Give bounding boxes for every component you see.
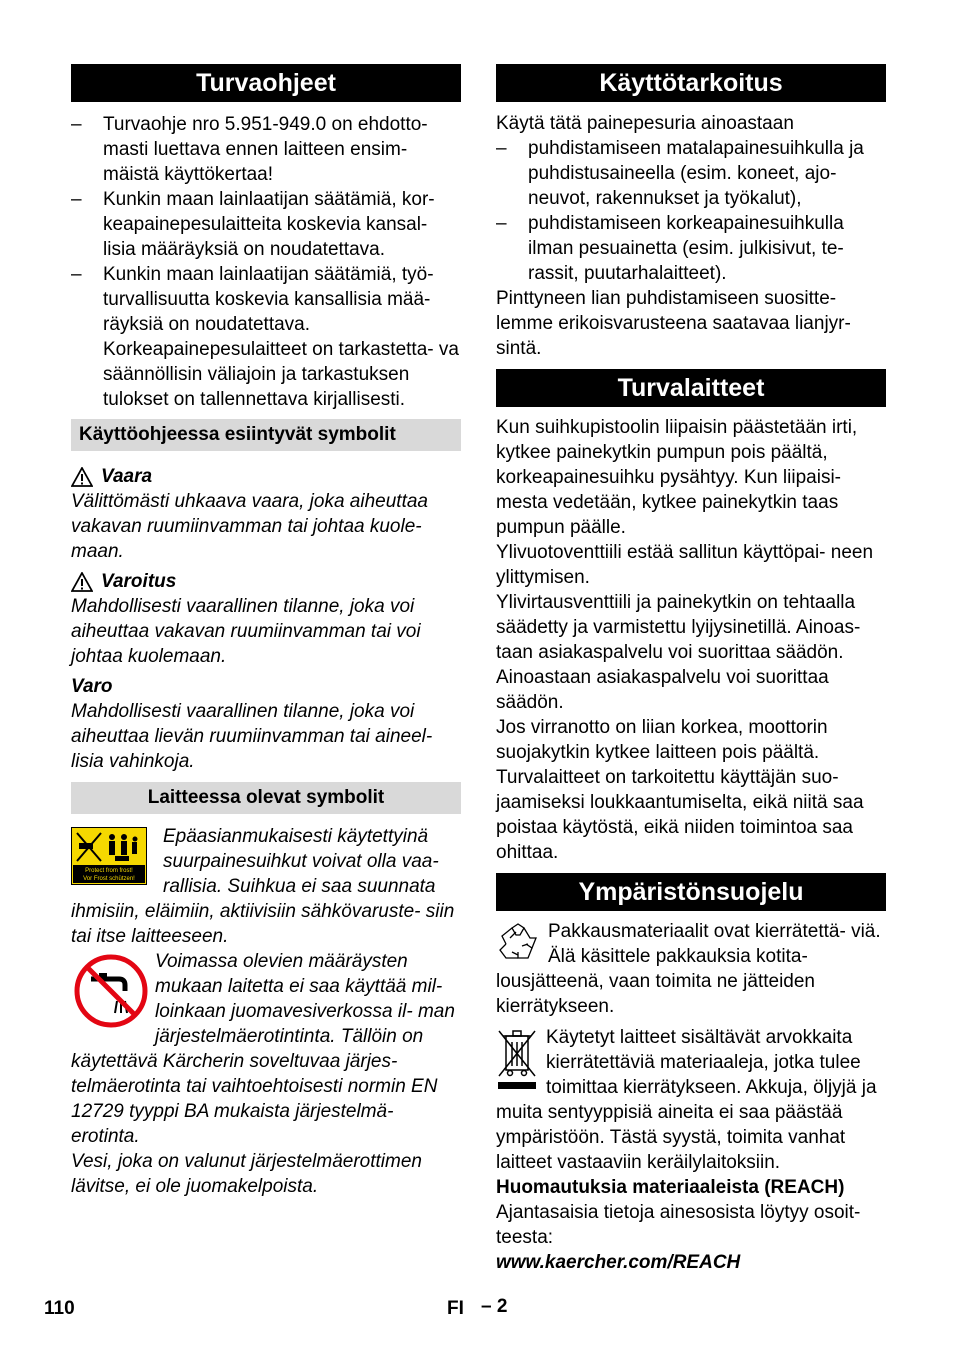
recycle-icon: [496, 922, 540, 966]
no-drinking-water-block: [71, 949, 461, 1149]
paragraph: Ylivirtausventtiili ja painekytkin on tehtaalla säädetty ja varmistettu lyijysinetillä. Ainoas- taan asiakaspalvelu voi suorittaa säädön.: [496, 592, 861, 663]
danger-heading: Vaara: [71, 464, 461, 489]
caution-text: Mahdollisesti vaarallinen tilanne, joka voi aiheuttaa lievän ruumiinvamman tai aineel- lisia vahinkoja.: [71, 701, 433, 772]
warning-heading: Varoitus: [71, 569, 461, 594]
list-item: – puhdistamiseen matalapainesuihkulla ja puhdistusaineella (esim. koneet, ajo- neuvot, rakennukset ja työkalut),: [496, 136, 886, 211]
reach-text: Ajantasaisia tietoja ainesosista löytyy osoit- teesta:: [496, 1202, 861, 1248]
water-regulation-text-2: Vesi, joka on valunut järjestelmäerottimen lävitse, ei ole juomakelpoista.: [71, 1151, 422, 1197]
intended-use-list: [496, 136, 886, 286]
paragraph: Kun suihkupistoolin liipaisin päästetään irti, kytkee painekytkin pumpun pois päältä, korkeapainesuihku pysähtyy. Kun liipaisi- mesta vedetään, kytkee painekytkin taas pumpun päälle.: [496, 417, 858, 538]
warning-triangle-icon: [71, 572, 93, 592]
jet-warning-block: [71, 824, 461, 949]
language-code: FI: [447, 1298, 464, 1319]
safety-list: [71, 112, 461, 337]
intended-use-extra: Pinttyneen lian puhdistamiseen suositte- lemme erikoisvarusteena saatavaa lianjyr- sintä.: [496, 288, 851, 359]
right-column: [496, 64, 886, 1275]
water-regulation-text: Voimassa olevien määräysten mukaan laitetta ei saa käyttää mil- loinkaan juomavesiverkossa il- man järjestelmäerotintinta. Tällöin on käytettävä Kärcherin soveltuvaa järjes- telmäerotinta tai vaihtoehtoisesti normin EN 12729 tyyppi BA mukaista järjestelmä- erotinta.: [71, 951, 455, 1147]
list-item: – Turvaohje nro 5.951-949.0 on ehdotto- masti luettava ennen laitteen ensim- mäistä käyttökertaa!: [71, 112, 461, 187]
safety-inspection-text: Korkeapainepesulaitteet on tarkastetta- va säännöllisin väliajoin ja tarkastuksen tulokset on tallennettava kirjallisesti.: [103, 339, 459, 410]
device-symbols-heading: Laitteessa olevat symbolit: [71, 782, 461, 814]
safety-devices-text: [496, 415, 886, 865]
no-drinking-water-icon: [73, 953, 149, 1029]
paragraph: Ainoastaan asiakaspalvelu voi suorittaa säädön.: [496, 667, 829, 713]
section-page-number: – 2: [481, 1296, 508, 1317]
safety-heading: Turvaohjeet: [71, 64, 461, 102]
weee-text: Käytetyt laitteet sisältävät arvokkaita kierrätettäviä materiaaleja, jotka tulee toimittaa kierrätykseen. Akkuja, öljyjä ja muita sentyyppisiä aineita ei saa päästää ympäristöön. Tästä syystä, toimita vanhat laitteet vastaaviin keräilylaitoksiin.: [496, 1027, 877, 1173]
reach-url[interactable]: www.kaercher.com/REACH: [496, 1252, 741, 1273]
paragraph: Ylivuotoventtiili estää sallitun käyttöpai- neen ylittymisen.: [496, 542, 874, 588]
intended-use-heading: Käyttötarkoitus: [496, 64, 886, 102]
reach-heading: Huomautuksia materiaaleista (REACH): [496, 1177, 845, 1198]
warning-text: Mahdollisesti vaarallinen tilanne, joka voi aiheuttaa vakavan ruumiinvamman tai voi johtaa kuolemaan.: [71, 596, 421, 667]
paragraph: Jos virranotto on liian korkea, moottorin suojakytkin kytkee laitteen pois päältä.: [496, 717, 828, 763]
warning-triangle-icon: [71, 467, 93, 487]
page-number: 110: [44, 1298, 75, 1319]
intended-use-intro: Käytä tätä painepesuria ainoastaan: [496, 113, 794, 134]
crossed-out-bin-icon: [496, 1028, 538, 1090]
recycle-text: Pakkausmateriaalit ovat kierrätettä- viä. Älä käsittele pakkauksia kotita- lousjätteenä, vaan toimita ne jätteiden kierrätykseen.: [496, 921, 881, 1017]
list-item: – puhdistamiseen korkeapainesuihkulla ilman pesuainetta (esim. julkisivut, te- rassit, puutarhalaitteet).: [496, 211, 886, 286]
jet-warning-text: Epäasianmukaisesti käytettyinä suurpainesuihkut voivat olla vaa- rallisia. Suihkua ei saa suunnata ihmisiin, eläimiin, aktiivisiin sähkövaruste- siin tai itse laitteeseen.: [71, 826, 455, 947]
danger-text: Välittömästi uhkaava vaara, joka aiheuttaa vakavan ruumiinvamman tai johtaa kuole- maan.: [71, 491, 428, 562]
weee-block: [496, 1025, 886, 1175]
list-item: – Kunkin maan lainlaatijan säätämiä, kor- keapainepesulaitteita koskevia kansal- lisia määräyksiä on noudatettava.: [71, 187, 461, 262]
svg-text:Vor Frost schützen!: Vor Frost schützen!: [83, 876, 135, 882]
list-item: – Kunkin maan lainlaatijan säätämiä, työ- turvallisuutta koskevia kansallisia mää- räyksiä on noudatettava.: [71, 262, 461, 337]
svg-text:Protect from frost!: Protect from frost!: [85, 868, 133, 874]
manual-symbols-heading: Käyttöohjeessa esiintyvät symbolit: [71, 419, 461, 451]
safety-devices-heading: Turvalaitteet: [496, 369, 886, 407]
paragraph: Turvalaitteet on tarkoitettu käyttäjän suo- jaamiseksi loukkaantumiselta, eikä niitä saa poistaa käytöstä, eikä niiden toimintoa saa ohittaa.: [496, 767, 864, 863]
left-column: [71, 64, 461, 1199]
high-pressure-jet-warning-label-icon: [71, 827, 147, 885]
environment-heading: Ympäristönsuojelu: [496, 873, 886, 911]
caution-heading: Varo: [71, 676, 113, 697]
recycle-block: [496, 919, 886, 1019]
